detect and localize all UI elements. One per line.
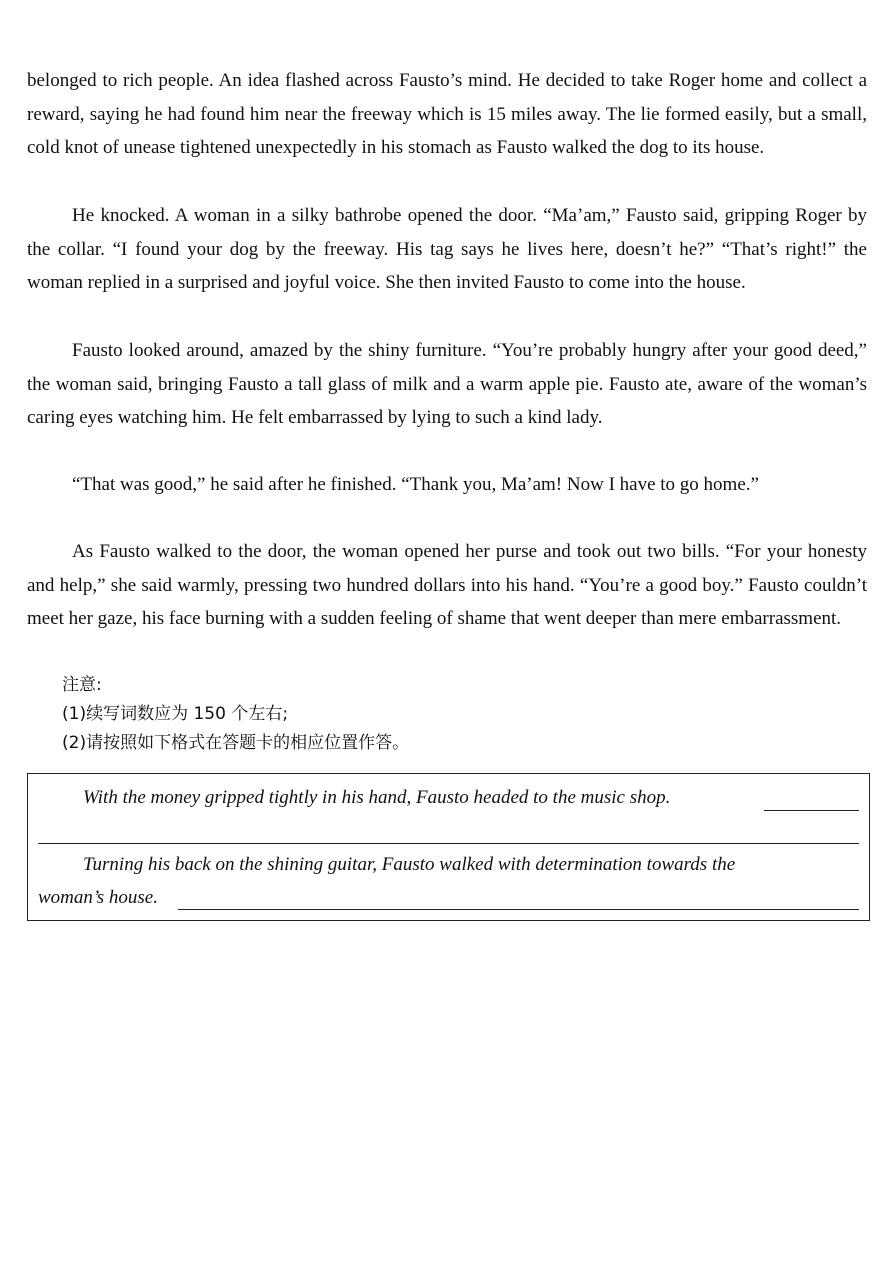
story-paragraph-4: “That was good,” he said after he finished. “Thank you, Ma’am! Now I have to go home.”	[72, 474, 759, 495]
instruction-item-1: (1)续写词数应为 150 个左右;	[62, 704, 289, 724]
story-paragraph-2: He knocked. A woman in a silky bathrobe opened the door. “Ma’am,” Fausto said, gripping Roger by the collar. “I found your dog by the freeway. His tag says he lives here, doesn’t he?” “That’s right!” the woman replied in a surprised and joyful voice. She then invited Fausto to come into the house.	[27, 205, 867, 294]
continuation-opening-1: With the money gripped tightly in his hand, Fausto headed to the music shop.	[83, 787, 671, 808]
instructions-heading: 注意:	[62, 675, 102, 695]
answer-box	[27, 773, 870, 921]
instructions	[62, 671, 409, 758]
story-paragraph-3: Fausto looked around, amazed by the shiny furniture. “You’re probably hungry after your good deed,” the woman said, bringing Fausto a tall glass of milk and a warm apple pie. Fausto ate, aware of the woman’s caring eyes watching him. He felt embarrassed by lying to such a kind lady.	[27, 340, 867, 429]
continuation-opening-2: Turning his back on the shining guitar, Fausto walked with determination towards the	[83, 854, 736, 875]
instruction-item-2: (2)请按照如下格式在答题卡的相应位置作答。	[62, 733, 410, 753]
story-paragraph-1: belonged to rich people. An idea flashed across Fausto’s mind. He decided to take Roger home and collect a reward, saying he had found him near the freeway which is 15 miles away. The lie formed easily, but a small, cold knot of unease tightened unexpectedly in his stomach as Fausto walked the dog to its house.	[27, 70, 867, 159]
answer-line-1[interactable]	[38, 843, 859, 844]
answer-blank-2[interactable]	[178, 909, 859, 910]
story-paragraph-5: As Fausto walked to the door, the woman opened her purse and took out two bills. “For your honesty and help,” she said warmly, pressing two hundred dollars into his hand. “You’re a good boy.” Fausto couldn’t meet her gaze, his face burning with a sudden feeling of shame that went deeper than mere embarrassment.	[27, 541, 867, 630]
continuation-opening-2-end: woman’s house.	[38, 887, 158, 908]
answer-blank-1[interactable]	[764, 810, 859, 811]
